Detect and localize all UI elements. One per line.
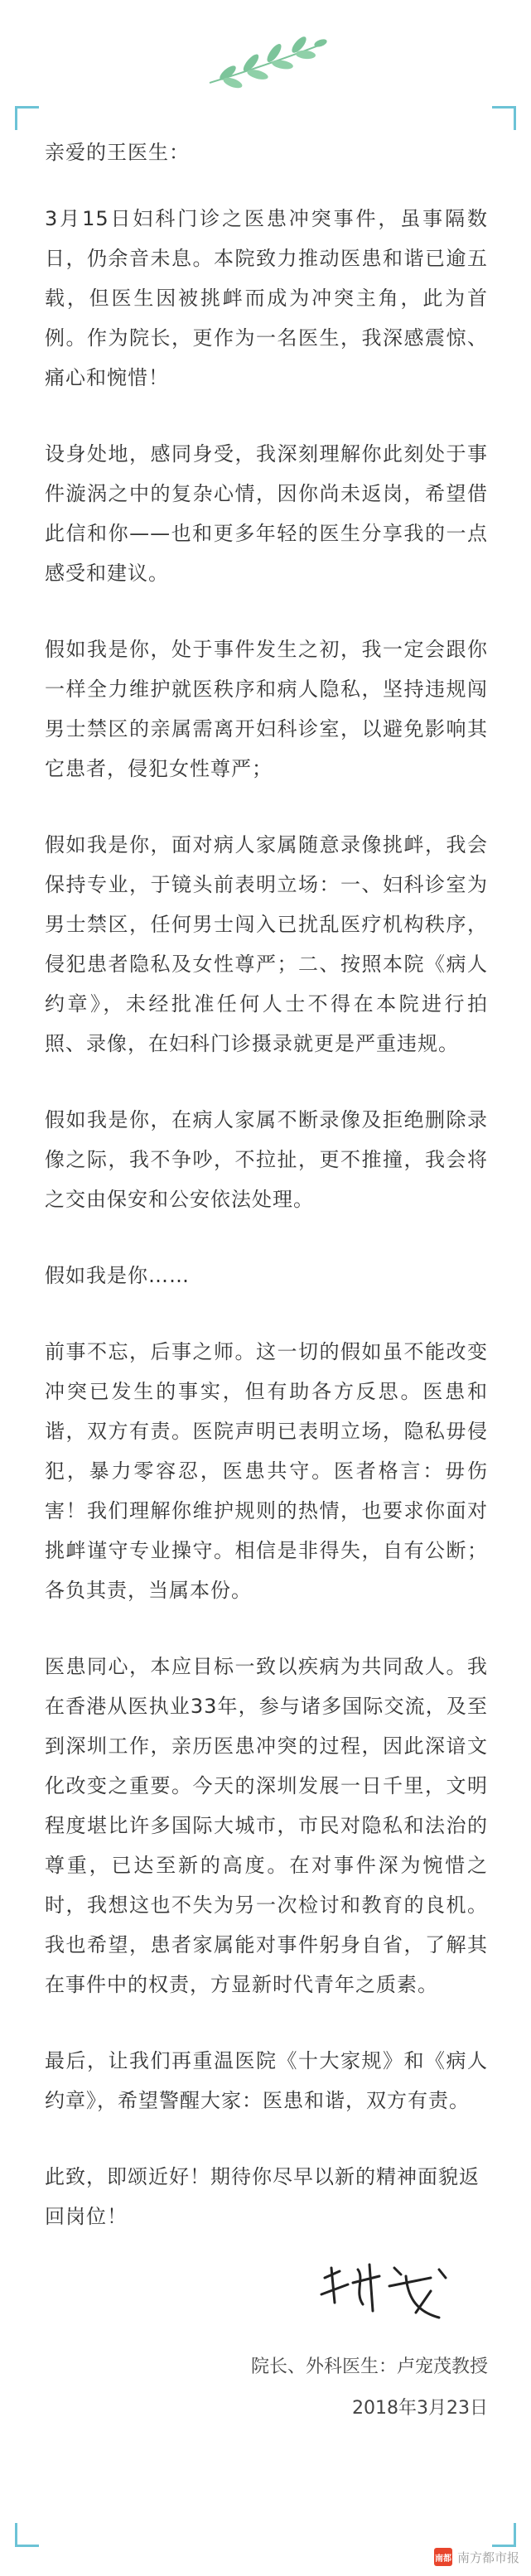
corner-bracket-top-right [492, 106, 516, 130]
letter-body [45, 133, 488, 2236]
letter-paragraph-4: 假如我是你，面对病人家属随意录像挑衅，我会保持专业，于镜头前表明立场：一、妇科诊室为男士禁区，任何男士闯入已扰乱医疗机构秩序，侵犯患者隐私及女性尊严；二、按照本院《病人约章》，未经批准任何人士不得在本院进行拍照、录像，在妇科门诊摄录就更是严重违规。 [45, 833, 488, 1055]
letter-salutation: 亲爱的王医生： [45, 141, 190, 164]
letter-date: 2018年3月23日 [352, 2398, 488, 2419]
leaf-branch-icon [203, 35, 327, 93]
watermark-label: 南方都市报 [456, 2549, 519, 2565]
watermark [434, 2548, 519, 2566]
corner-bracket-bottom-right [492, 2523, 516, 2547]
letter-paragraph-6: 假如我是你…… [45, 1264, 190, 1287]
letter-paragraph-7: 前事不忘，后事之师。这一切的假如虽不能改变冲突已发生的事实，但有助各方反思。医患和谐，双方有责。医院声明已表明立场，隐私毋侵犯，暴力零容忍，医患共守。医者格言：毋伤害！我们理解你维护规则的热情，也要求你面对挑衅谨守专业操守。相信是非得失，自有公断；各负其责，当属本份。 [45, 1340, 488, 1602]
corner-bracket-bottom-left [15, 2523, 39, 2547]
newspaper-logo-icon: 南都 [434, 2548, 452, 2566]
letter-paragraph-1: 3月15日妇科门诊之医患冲突事件，虽事隔数日，仍余音未息。本院致力推动医患和谐已逾五载，但医生因被挑衅而成为冲突主角，此为首例。作为院长，更作为一名医生，我深感震惊、痛心和惋惜！ [45, 207, 488, 389]
handwritten-signature [315, 2253, 456, 2328]
corner-bracket-top-left [15, 106, 39, 130]
letter-closing: 此致，即颂近好！期待你尽早以新的精神面貌返回岗位！ [45, 2165, 480, 2228]
letter-paragraph-3: 假如我是你，处于事件发生之初，我一定会跟你一样全力维护就医秩序和病人隐私，坚持违规闯男士禁区的亲属需离开妇科诊室，以避免影响其它患者，侵犯女性尊严； [45, 638, 488, 780]
signer-title: 院长、外科医生：卢宠茂教授 [250, 2357, 488, 2377]
letter-paragraph-9: 最后，让我们再重温医院《十大家规》和《病人约章》，希望警醒大家：医患和谐，双方有责。 [45, 2049, 488, 2112]
letter-paragraph-5: 假如我是你，在病人家属不断录像及拒绝删除录像之际，我不争吵，不拉扯，更不推撞，我会将之交由保安和公安依法处理。 [45, 1108, 488, 1211]
letter-paragraph-2: 设身处地，感同身受，我深刻理解你此刻处于事件漩涡之中的复杂心情，因你尚未返岗，希望借此信和你——也和更多年轻的医生分享我的一点感受和建议。 [45, 442, 488, 585]
letter-paragraph-8: 医患同心，本应目标一致以疾病为共同敌人。我在香港从医执业33年，参与诸多国际交流，及至到深圳工作，亲历医患冲突的过程，因此深谙文化改变之重要。今天的深圳发展一日千里，文明程度堪比许多国际大城市，市民对隐私和法治的尊重，已达至新的高度。在对事件深为惋惜之时，我想这也不失为另一次检讨和教育的良机。我也希望，患者家属能对事件躬身自省，了解其在事件中的权责，方显新时代青年之质素。 [45, 1655, 488, 1996]
